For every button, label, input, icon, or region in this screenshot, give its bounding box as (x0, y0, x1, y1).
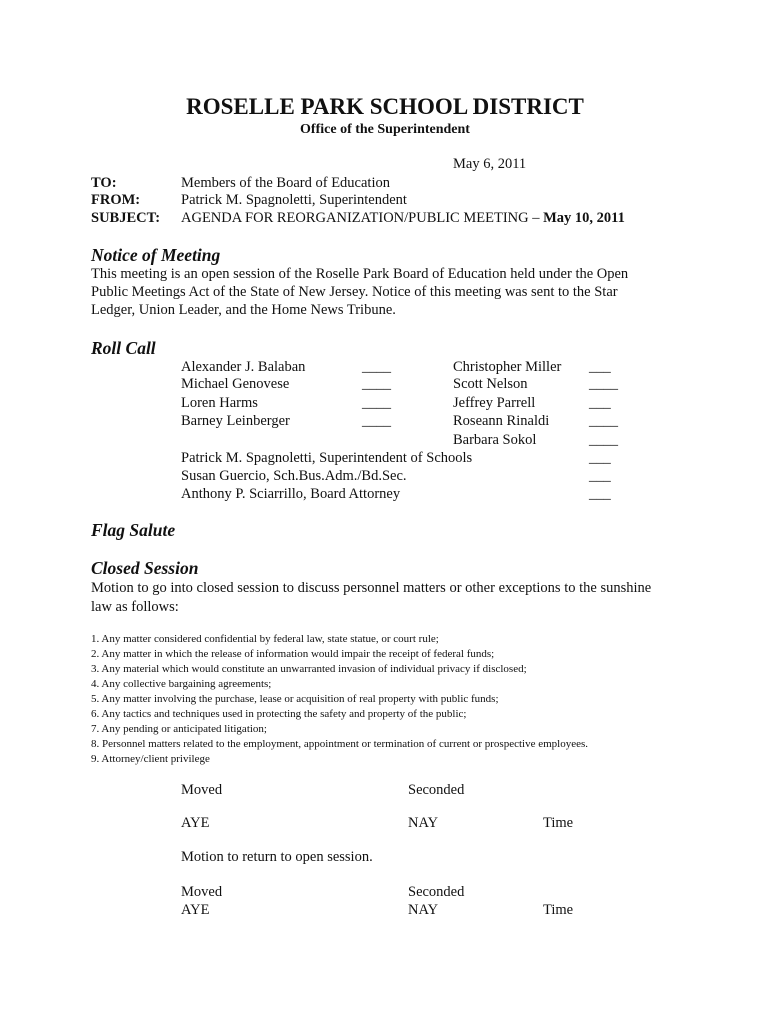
from-value: Patrick M. Spagnoletti, Superintendent (181, 192, 407, 208)
subject-label: SUBJECT: (91, 210, 161, 226)
roll-call-blank: ___ (589, 359, 611, 375)
list-item (91, 708, 466, 720)
to-label: TO: (91, 175, 117, 191)
roll-call-blank: ____ (362, 413, 391, 429)
moved-label: Moved (181, 782, 223, 798)
list-item-text: Any material which would constitute an unwarranted invasion of individual privacy if disclosed; (101, 663, 527, 675)
list-item (91, 648, 494, 660)
staff-name: Patrick M. Spagnoletti, Superintendent of Schools (181, 450, 473, 466)
notice-line: Ledger, Union Leader, and the Home News Tribune. (91, 302, 396, 318)
list-item-number: 5. (91, 693, 100, 705)
roll-call-blank: ____ (362, 359, 391, 375)
seconded-label: Seconded (408, 884, 465, 900)
page-title: ROSELLE PARK SCHOOL DISTRICT (186, 94, 584, 119)
list-item-number: 9. (91, 753, 100, 765)
roll-call-blank: ____ (589, 413, 618, 429)
list-item-text: Any matter involving the purchase, lease or acquisition of real property with public funds; (101, 693, 499, 705)
moved-label: Moved (181, 884, 223, 900)
memo-date: May 6, 2011 (453, 156, 527, 172)
list-item-number: 3. (91, 663, 100, 675)
list-item-text: Any matter considered confidential by federal law, state statue, or court rule; (101, 633, 439, 645)
list-item-number: 4. (91, 678, 100, 690)
list-item-number: 1. (91, 633, 100, 645)
list-item (91, 633, 439, 645)
flag-salute-heading: Flag Salute (91, 520, 176, 540)
subject-date: May 10, 2011 (543, 210, 625, 226)
list-item-number: 7. (91, 723, 100, 735)
list-item-number: 8. (91, 738, 100, 750)
aye-label: AYE (181, 815, 210, 831)
staff-blank: ___ (589, 468, 611, 484)
list-item-number: 2. (91, 648, 100, 660)
roll-call-blank: ____ (589, 432, 618, 448)
roll-call-name: Michael Genovese (181, 376, 290, 392)
closed-session-heading: Closed Session (91, 558, 199, 578)
time-label: Time (543, 815, 574, 831)
staff-blank: ___ (589, 486, 611, 502)
roll-call-name: Scott Nelson (453, 376, 528, 392)
notice-heading: Notice of Meeting (91, 245, 221, 265)
list-item (91, 753, 210, 765)
list-item-text: Attorney/client privilege (101, 753, 210, 765)
roll-call-blank: ___ (589, 395, 611, 411)
notice-line: Public Meetings Act of the State of New Jersey. Notice of this meeting was sent to the Star (91, 284, 618, 300)
roll-call-name: Jeffrey Parrell (453, 395, 536, 411)
nay-label: NAY (408, 815, 439, 831)
list-item (91, 663, 527, 675)
aye-label: AYE (181, 902, 210, 918)
roll-call-name: Roseann Rinaldi (453, 413, 550, 429)
list-item-text: Personnel matters related to the employment, appointment or termination of current or prospective employees. (102, 738, 588, 750)
roll-call-name: Barbara Sokol (453, 432, 537, 448)
roll-call-name: Loren Harms (181, 395, 258, 411)
roll-call-name: Alexander J. Balaban (181, 359, 306, 375)
list-item-text: Any pending or anticipated litigation; (101, 723, 267, 735)
list-item (91, 738, 588, 750)
from-label: FROM: (91, 192, 141, 208)
closed-session-line: law as follows: (91, 599, 179, 615)
list-item-number: 6. (91, 708, 100, 720)
list-item-text: Any tactics and techniques used in protecting the safety and property of the public; (101, 708, 467, 720)
roll-call-blank: ____ (589, 376, 618, 392)
nay-label: NAY (408, 902, 439, 918)
staff-name: Susan Guercio, Sch.Bus.Adm./Bd.Sec. (181, 468, 407, 484)
list-item-text: Any collective bargaining agreements; (101, 678, 272, 690)
return-motion: Motion to return to open session. (181, 849, 373, 865)
list-item-text: Any matter in which the release of information would impair the receipt of federal funds; (101, 648, 495, 660)
time-label: Time (543, 902, 574, 918)
roll-call-blank: ____ (362, 376, 391, 392)
list-item (91, 723, 267, 735)
closed-session-line: Motion to go into closed session to discuss personnel matters or other exceptions to the sunshine (91, 580, 652, 596)
notice-line: This meeting is an open session of the Roselle Park Board of Education held under the Open (91, 266, 629, 282)
roll-call-blank: ____ (362, 395, 391, 411)
subject-value (181, 210, 625, 227)
staff-blank: ___ (589, 450, 611, 466)
staff-name: Anthony P. Sciarrillo, Board Attorney (181, 486, 401, 502)
to-value: Members of the Board of Education (181, 175, 390, 191)
seconded-label: Seconded (408, 782, 465, 798)
roll-call-name: Barney Leinberger (181, 413, 290, 429)
office-subtitle: Office of the Superintendent (300, 122, 470, 137)
subject-text: AGENDA FOR REORGANIZATION/PUBLIC MEETING – (181, 210, 540, 226)
list-item (91, 693, 499, 705)
list-item (91, 678, 271, 690)
roll-call-heading: Roll Call (91, 338, 156, 358)
roll-call-name: Christopher Miller (453, 359, 562, 375)
